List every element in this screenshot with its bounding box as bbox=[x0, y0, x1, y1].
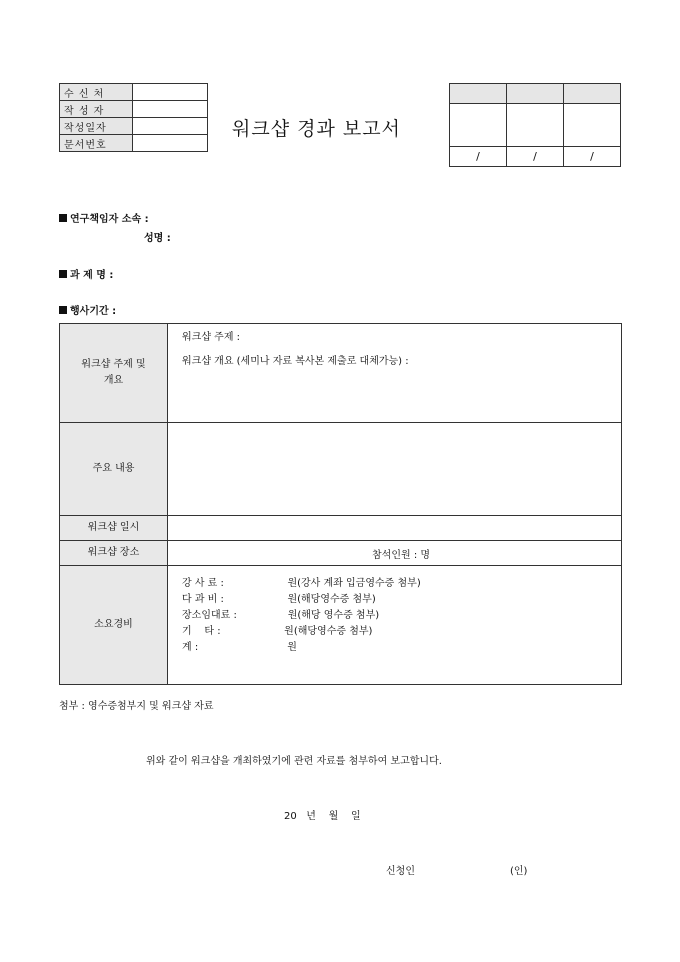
date-written-field[interactable] bbox=[133, 118, 208, 135]
approval-date-1[interactable]: / bbox=[450, 147, 507, 167]
main-content-label: 주요 내용 bbox=[60, 423, 168, 516]
approval-sign-2[interactable] bbox=[507, 104, 564, 147]
doc-number-field[interactable] bbox=[133, 135, 208, 152]
topic-label-line1: 워크샵 주제 및 bbox=[81, 359, 146, 370]
seal-mark: (인) bbox=[510, 866, 528, 877]
applicant-label: 신청인 bbox=[386, 866, 415, 877]
main-content-cell[interactable] bbox=[168, 423, 622, 516]
square-bullet-icon bbox=[59, 306, 67, 314]
topic-label-cell bbox=[60, 324, 168, 423]
approval-date-3[interactable]: / bbox=[564, 147, 621, 167]
project-name-line bbox=[59, 266, 113, 281]
document-meta-table bbox=[59, 83, 208, 152]
date-line: 20 년 월 일 bbox=[284, 811, 361, 822]
date-written-label: 작성일자 bbox=[60, 118, 133, 135]
place-cell[interactable] bbox=[168, 541, 622, 566]
approval-header-2 bbox=[507, 84, 564, 104]
approval-header-3 bbox=[564, 84, 621, 104]
author-field[interactable] bbox=[133, 101, 208, 118]
topic-label-line2: 개요 bbox=[103, 375, 124, 386]
square-bullet-icon bbox=[59, 214, 67, 222]
topic-line: 워크샵 주제 : bbox=[182, 332, 241, 343]
topic-content-cell[interactable] bbox=[168, 324, 622, 423]
cost-line-refreshment: 다 과 비 : 원(해당영수증 첨부) bbox=[182, 594, 376, 605]
datetime-cell[interactable] bbox=[168, 516, 622, 541]
place-label: 워크샵 장소 bbox=[60, 541, 168, 566]
document-title: 워크샵 경과 보고서 bbox=[232, 118, 401, 140]
square-bullet-icon bbox=[59, 270, 67, 278]
overview-line: 워크샵 개요 (세미나 자료 복사본 제출로 대체가능) : bbox=[182, 356, 409, 367]
cost-line-other: 기 타 : 원(해당영수증 첨부) bbox=[182, 626, 373, 637]
author-label: 작 성 자 bbox=[60, 101, 133, 118]
cost-line-venue: 장소임대료 : 원(해당 영수증 첨부) bbox=[182, 610, 380, 621]
approval-sign-3[interactable] bbox=[564, 104, 621, 147]
cost-cell[interactable] bbox=[168, 566, 622, 685]
attachment-note: 첨부 : 영수증첨부지 및 워크샵 자료 bbox=[59, 701, 214, 712]
cost-line-lecture: 강 사 료 : 원(강사 계좌 입금영수증 첨부) bbox=[182, 578, 421, 589]
recipient-label: 수 신 처 bbox=[60, 84, 133, 101]
approval-date-2[interactable]: / bbox=[507, 147, 564, 167]
datetime-label: 워크샵 일시 bbox=[60, 516, 168, 541]
project-name-label: 과 제 명 : bbox=[70, 270, 114, 281]
cost-label: 소요경비 bbox=[60, 566, 168, 685]
approval-header-1 bbox=[450, 84, 507, 104]
event-period-label: 행사기간 : bbox=[70, 306, 117, 317]
cost-line-total: 계 : 원 bbox=[182, 642, 297, 653]
event-period-line bbox=[59, 302, 116, 317]
researcher-name-label: 성명 : bbox=[144, 233, 171, 244]
approval-sign-1[interactable] bbox=[450, 104, 507, 147]
researcher-affiliation-label: 연구책임자 소속 : bbox=[70, 214, 149, 225]
workshop-report-table bbox=[59, 323, 622, 685]
doc-number-label: 문서번호 bbox=[60, 135, 133, 152]
attendees-text: 참석인원 : 명 bbox=[372, 549, 431, 561]
recipient-field[interactable] bbox=[133, 84, 208, 101]
report-statement: 위와 같이 워크샵을 개최하였기에 관련 자료를 첨부하여 보고합니다. bbox=[146, 756, 442, 767]
approval-table bbox=[449, 83, 621, 167]
researcher-affiliation-line bbox=[59, 210, 149, 225]
